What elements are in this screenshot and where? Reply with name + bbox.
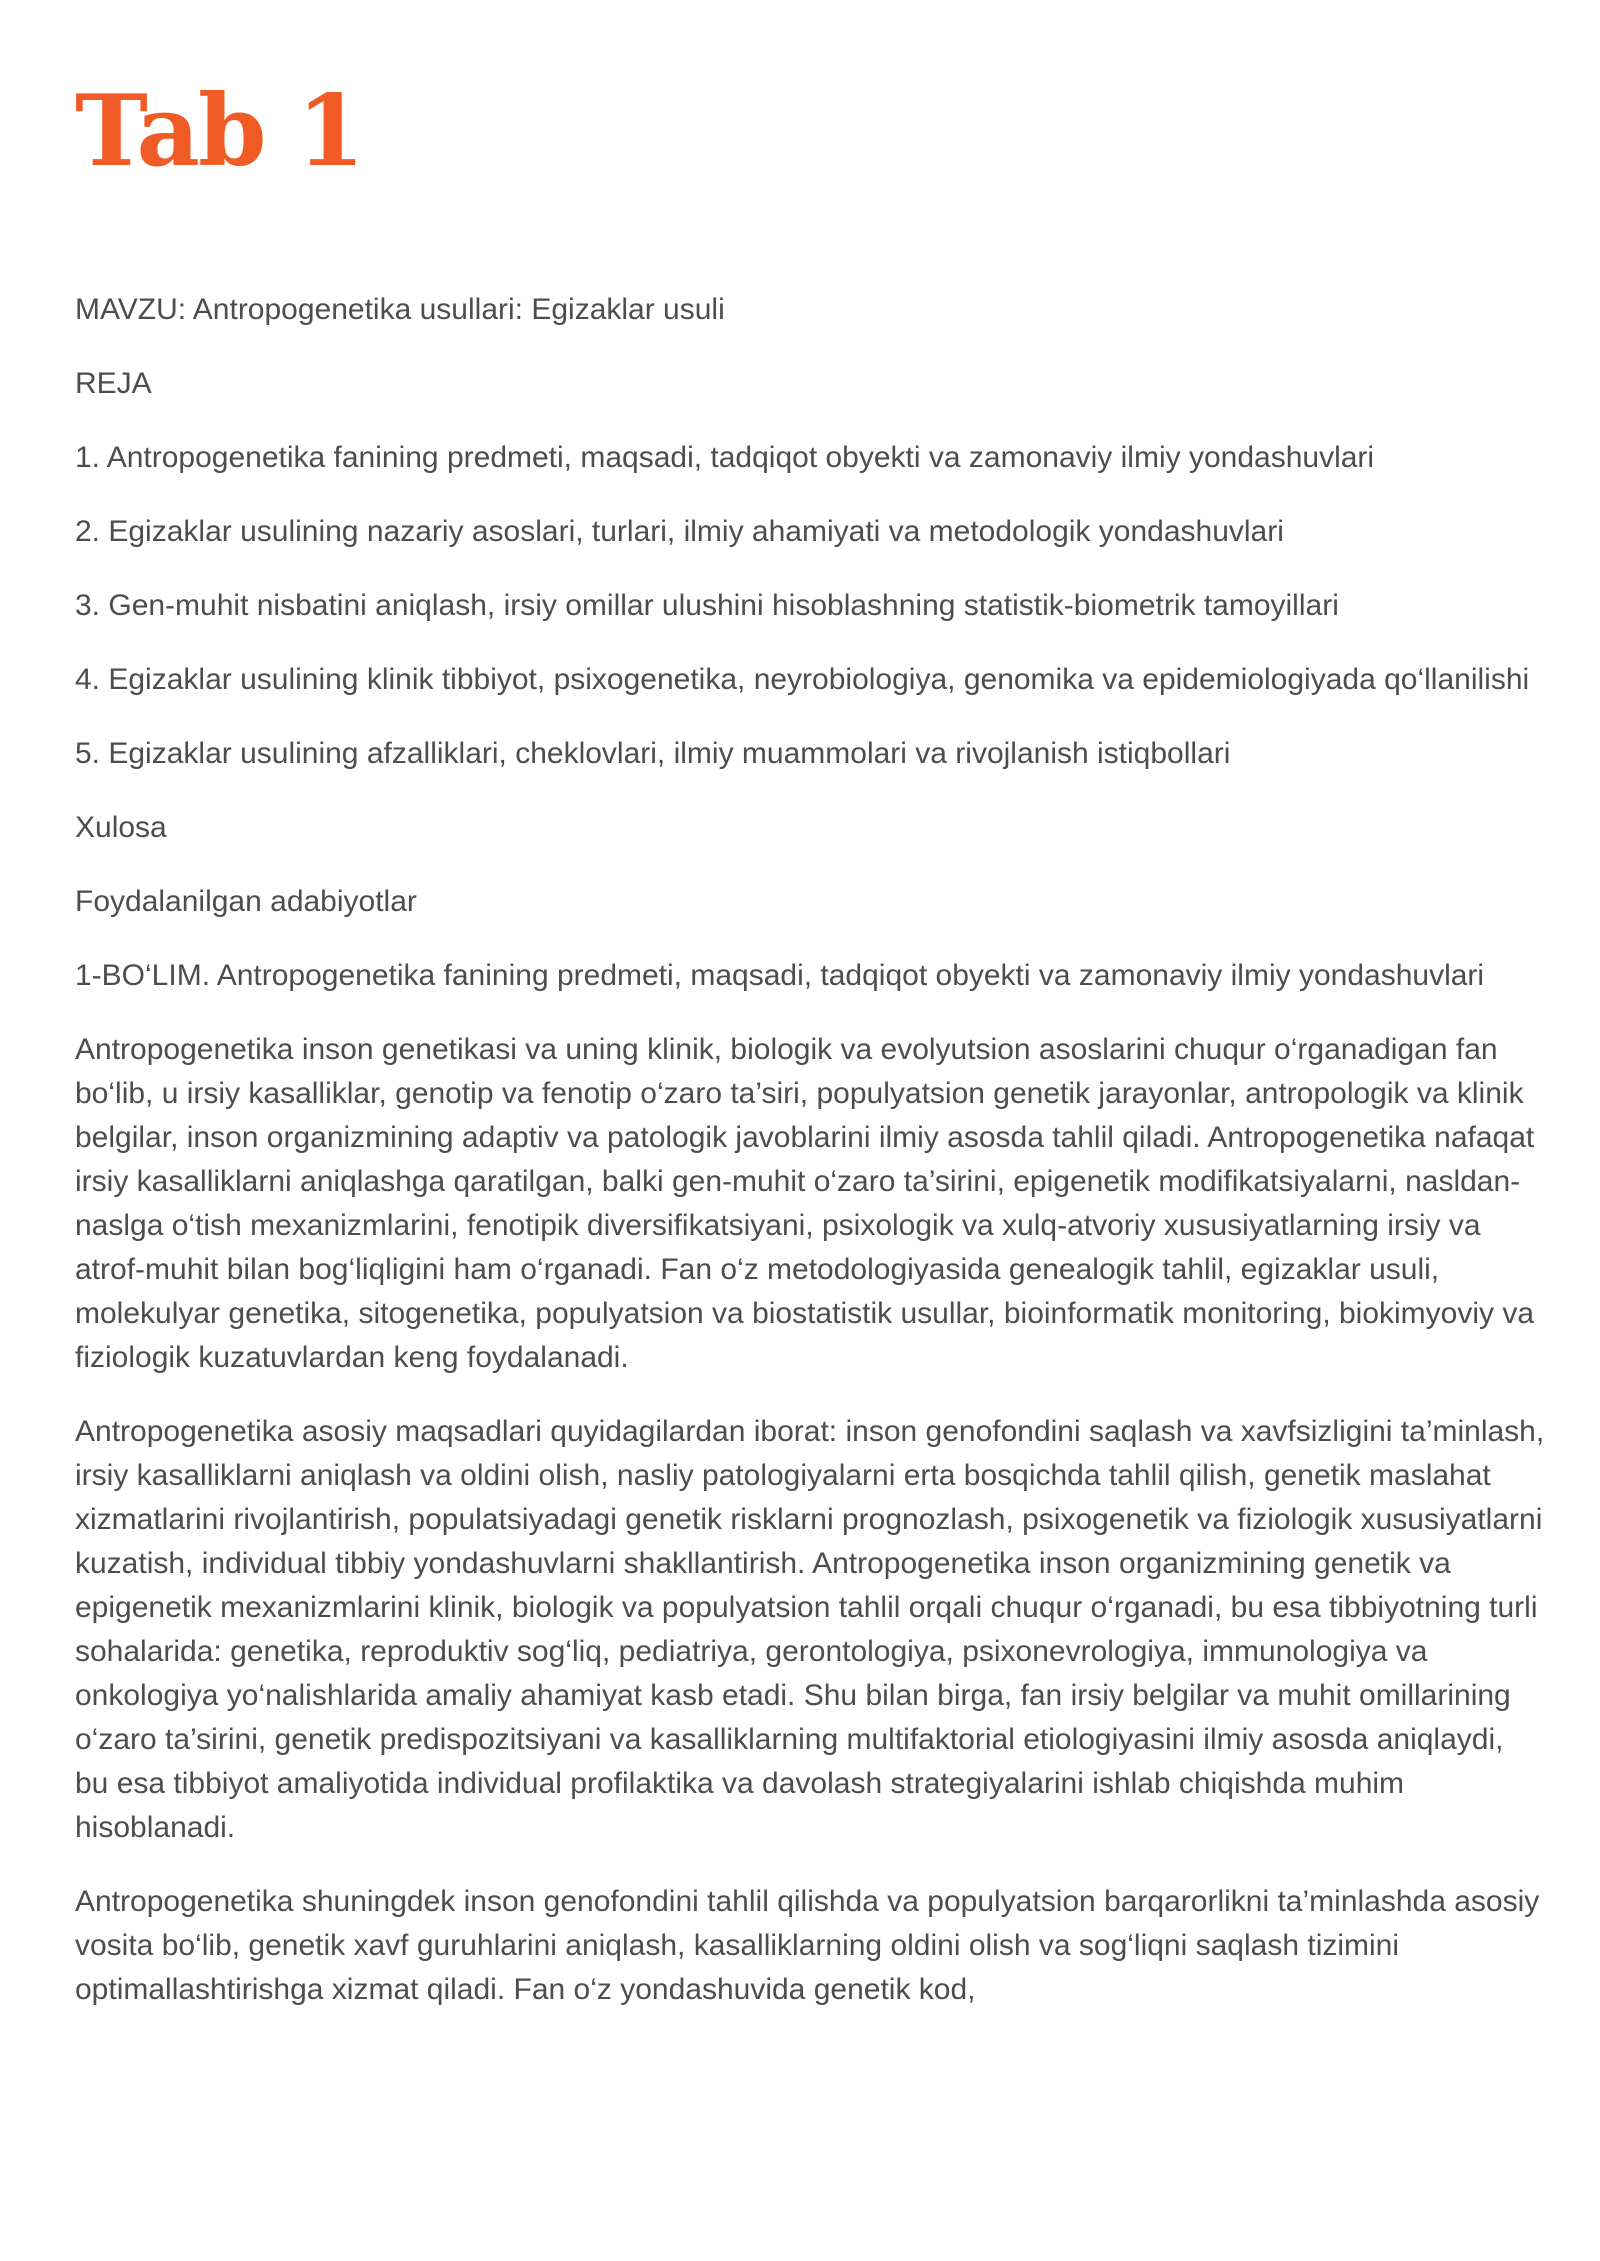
- body-paragraph: Antropogenetika shuningdek inson genofondini tahlil qilishda va populyatsion barqarorlikni ta’minlashda asosiy vosita bo‘lib, genetik xavf guruhlarini aniqlash, kasalliklarning oldini olish va sog‘liqni saqlash tizimini optimallashtirishga xizmat qiladi. Fan o‘z yondashuvida genetik kod,: [75, 1885, 1540, 2006]
- plan-item: 5. Egizaklar usulining afzalliklari, cheklovlari, ilmiy muammolari va rivojlanish istiqbollari: [75, 737, 1231, 770]
- plan-item: 3. Gen-muhit nisbatini aniqlash, irsiy omillar ulushini hisoblashning statistik-biometrik tamoyillari: [75, 589, 1339, 622]
- document-page: [75, 0, 1545, 2042]
- plan-item: 1. Antropogenetika fanining predmeti, maqsadi, tadqiqot obyekti va zamonaviy ilmiy yondashuvlari: [75, 441, 1375, 474]
- body-paragraph: Antropogenetika asosiy maqsadlari quyidagilardan iborat: inson genofondini saqlash va xavfsizligini ta’minlash, irsiy kasalliklarni aniqlash va oldini olish, nasliy patologiyalarni erta bosqichda tahlil qilish, genetik maslahat xizmatlarini rivojlantirish, populatsiyadagi genetik risklarni prognozlash, psixogenetik va fiziologik xususiyatlarni kuzatish, individual tibbiy yondashuvlarni shakllantirish. Antropogenetika inson organizmining genetik va epigenetik mexanizmlarini klinik, biologik va populyatsion tahlil orqali chuqur o‘rganadi, bu esa tibbiyotning turli sohalarida: genetika, reproduktiv sog‘liq, pediatriya, gerontologiya, psixonevrologiya, immunologiya va onkologiya yo‘nalishlarida amaliy ahamiyat kasb etadi. Shu bilan birga, fan irsiy belgilar va muhit omillarining o‘zaro ta’sirini, genetik predispozitsiyani va kasalliklarning multifaktorial etiologiyasini ilmiy asosda aniqlaydi, bu esa tibbiyot amaliyotida individual profilaktika va davolash strategiyalarini ishlab chiqishda muhim hisoblanadi.: [75, 1415, 1545, 1844]
- document-body: [75, 288, 1545, 2012]
- conclusion-line: Xulosa: [75, 811, 167, 844]
- body-paragraph: Antropogenetika inson genetikasi va uning klinik, biologik va evolyutsion asoslarini chuqur o‘rganadigan fan bo‘lib, u irsiy kasalliklar, genotip va fenotip o‘zaro ta’siri, populyatsion genetik jarayonlar, antropologik va klinik belgilar, inson organizmining adaptiv va patologik javoblarini ilmiy asosda tahlil qiladi. Antropogenetika nafaqat irsiy kasalliklarni aniqlashga qaratilgan, balki gen-muhit o‘zaro ta’sirini, epigenetik modifikatsiyalarni, nasldan-naslga o‘tish mexanizmlarini, fenotipik diversifikatsiyani, psixologik va xulq-atvoriy xususiyatlarning irsiy va atrof-muhit bilan bog‘liqligini ham o‘rganadi. Fan o‘z metodologiyasida genealogik tahlil, egizaklar usuli, molekulyar genetika, sitogenetika, populyatsion va biostatistik usullar, bioinformatik monitoring, biokimyoviy va fiziologik kuzatuvlardan keng foydalanadi.: [75, 1033, 1535, 1374]
- document-title: Tab 1: [75, 74, 363, 189]
- plan-item: 4. Egizaklar usulining klinik tibbiyot, psixogenetika, neyrobiologiya, genomika va epidemiologiyada qo‘llanilishi: [75, 663, 1530, 696]
- references-line: Foydalanilgan adabiyotlar: [75, 885, 417, 918]
- plan-item: 2. Egizaklar usulining nazariy asoslari, turlari, ilmiy ahamiyati va metodologik yondashuvlari: [75, 515, 1284, 548]
- plan-heading: REJA: [75, 367, 152, 400]
- topic-line: MAVZU: Antropogenetika usullari: Egizaklar usuli: [75, 293, 725, 326]
- section-heading: 1-BO‘LIM. Antropogenetika fanining predmeti, maqsadi, tadqiqot obyekti va zamonaviy ilmiy yondashuvlari: [75, 959, 1485, 992]
